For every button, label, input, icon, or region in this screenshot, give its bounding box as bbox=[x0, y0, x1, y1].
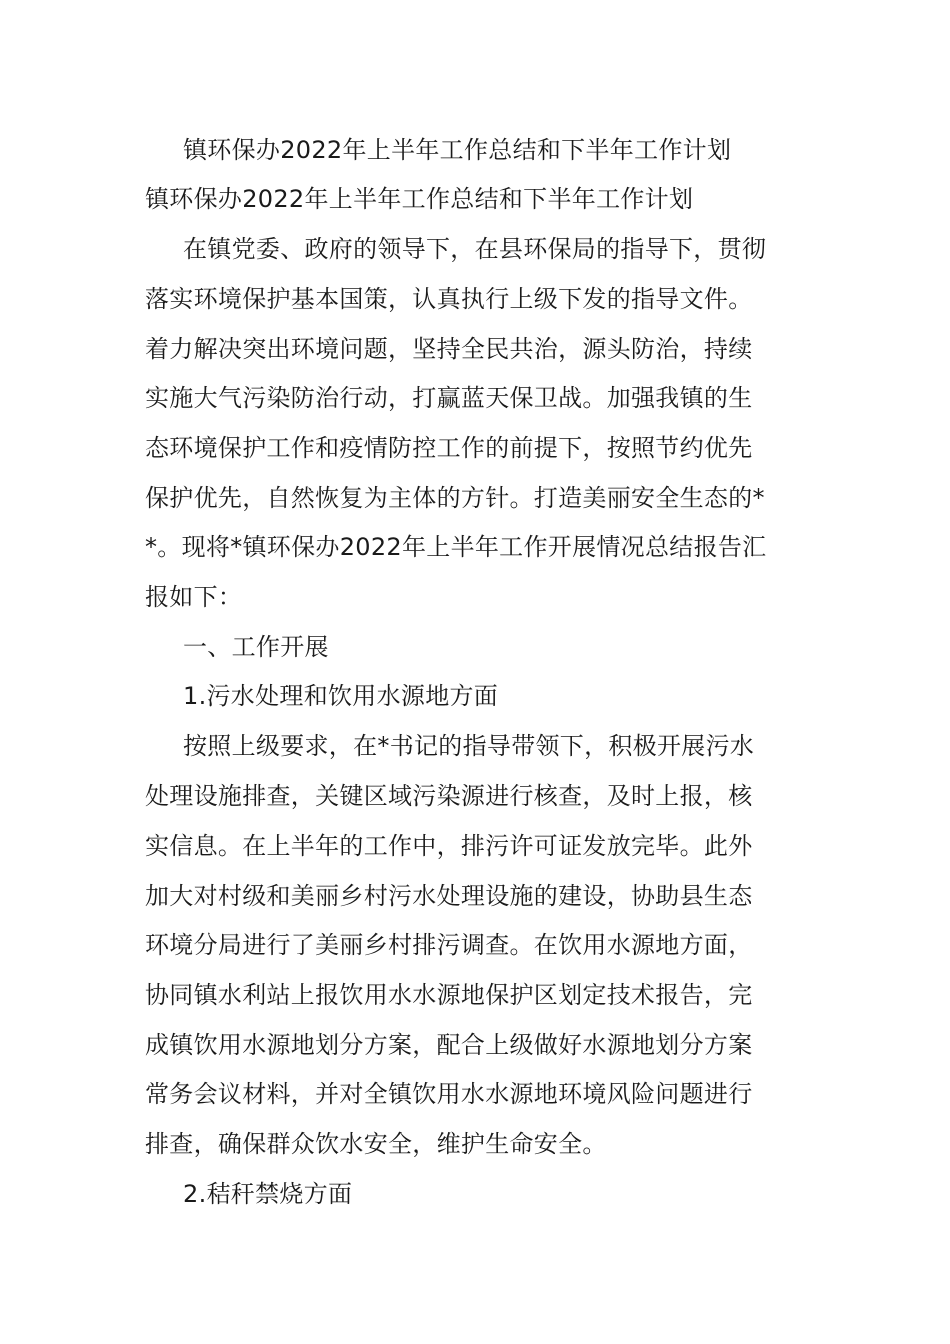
section-heading: 一、工作开展 bbox=[183, 633, 329, 661]
intro-line: *。现将*镇环保办2022年上半年工作开展情况总结报告汇 bbox=[145, 533, 767, 561]
body-line: 处理设施排查，关键区域污染源进行核查，及时上报，核 bbox=[145, 782, 753, 810]
intro-line: 在镇党委、政府的领导下，在县环保局的指导下，贯彻 bbox=[183, 235, 767, 263]
document-subtitle: 镇环保办2022年上半年工作总结和下半年工作计划 bbox=[145, 185, 694, 213]
body-line: 排查，确保群众饮水安全，维护生命安全。 bbox=[145, 1130, 607, 1158]
intro-line: 态环境保护工作和疫情防控工作的前提下，按照节约优先 bbox=[145, 434, 753, 462]
document-title: 镇环保办2022年上半年工作总结和下半年工作计划 bbox=[183, 136, 732, 164]
body-line: 协同镇水利站上报饮用水水源地保护区划定技术报告，完 bbox=[145, 981, 753, 1009]
body-line: 环境分局进行了美丽乡村排污调查。在饮用水源地方面， bbox=[145, 931, 753, 959]
subsection-heading: 2.秸秆禁烧方面 bbox=[183, 1180, 353, 1208]
intro-line: 实施大气污染防治行动，打赢蓝天保卫战。加强我镇的生 bbox=[145, 384, 753, 412]
body-line: 常务会议材料，并对全镇饮用水水源地环境风险问题进行 bbox=[145, 1080, 753, 1108]
subsection-heading: 1.污水处理和饮用水源地方面 bbox=[183, 682, 499, 710]
intro-line: 落实环境保护基本国策，认真执行上级下发的指导文件。 bbox=[145, 285, 753, 313]
body-line: 加大对村级和美丽乡村污水处理设施的建设，协助县生态 bbox=[145, 882, 753, 910]
intro-line: 保护优先，自然恢复为主体的方针。打造美丽安全生态的* bbox=[145, 484, 765, 512]
intro-line: 着力解决突出环境问题，坚持全民共治，源头防治，持续 bbox=[145, 335, 753, 363]
body-line: 实信息。在上半年的工作中，排污许可证发放完毕。此外 bbox=[145, 832, 753, 860]
body-line: 按照上级要求，在*书记的指导带领下，积极开展污水 bbox=[183, 732, 755, 760]
body-line: 成镇饮用水源地划分方案，配合上级做好水源地划分方案 bbox=[145, 1031, 753, 1059]
intro-line: 报如下： bbox=[145, 583, 243, 611]
